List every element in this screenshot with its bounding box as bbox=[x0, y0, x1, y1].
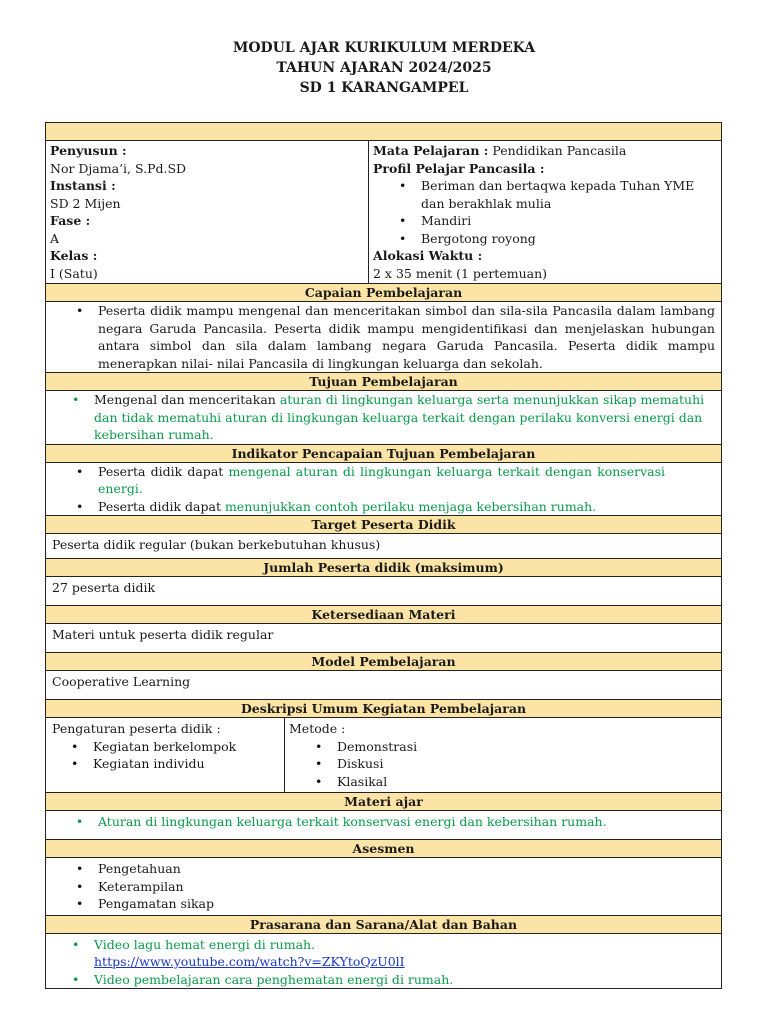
kelas-value: I (Satu) bbox=[50, 265, 98, 281]
mapel-row bbox=[373, 142, 717, 160]
prasarana-item-1: • Video lagu hemat energi di rumah. bbox=[94, 936, 316, 952]
list-item bbox=[94, 391, 715, 444]
pengaturan-label: Pengaturan peserta didik : bbox=[52, 721, 221, 736]
title-line-2: TAHUN AJARAN 2024/2025 bbox=[276, 60, 492, 76]
indikator-header: Indikator Pencapaian Tujuan Pembelajaran bbox=[46, 444, 721, 462]
tujuan-text-green: aturan di lingkungan keluarga serta menunjukkan sikap mematuhi dan tidak mematuhi aturan di lingkungan keluarga terkait dengan perilaku konversi energi dan kebersihan rumah. bbox=[94, 392, 705, 442]
tujuan-body bbox=[46, 390, 721, 444]
profil-list bbox=[373, 177, 717, 247]
asesmen-body bbox=[46, 857, 721, 915]
alokasi-label: Alokasi Waktu : bbox=[373, 248, 483, 263]
asesmen-list bbox=[50, 860, 715, 913]
model-header: Model Pembelajaran bbox=[46, 652, 721, 670]
materi-body bbox=[46, 810, 721, 839]
list-item: • Demonstrasi bbox=[337, 738, 715, 756]
tujuan-header: Tujuan Pembelajaran bbox=[46, 372, 721, 390]
ketersediaan-body: Materi untuk peserta didik regular bbox=[46, 623, 721, 652]
list-item bbox=[94, 936, 715, 971]
pengaturan-col bbox=[46, 718, 284, 792]
alokasi-value: 2 x 35 menit (1 pertemuan) bbox=[373, 265, 548, 281]
deskripsi-body bbox=[46, 717, 721, 792]
youtube-link[interactable]: https://www.youtube.com/watch?v=ZKYtoQzU0lI bbox=[94, 954, 405, 969]
info-block bbox=[46, 140, 721, 283]
indikator-2-black: Peserta didik dapat bbox=[98, 498, 225, 514]
list-item: • Beriman dan bertaqwa kepada Tuhan YME dan berakhlak mulia bbox=[421, 177, 717, 212]
indikator-1-green: mengenal aturan di lingkungan keluarga terkait dengan konservasi energi. bbox=[98, 463, 665, 496]
indikator-1-black: Peserta didik dapat bbox=[98, 463, 229, 479]
list-item: • Diskusi bbox=[337, 755, 715, 773]
profil-label: Profil Pelajar Pancasila : bbox=[373, 160, 545, 176]
instansi-value: SD 2 Mijen bbox=[50, 195, 121, 211]
metode-col bbox=[284, 718, 721, 792]
list-item: • Bergotong royong bbox=[421, 230, 717, 248]
list-item: • Kegiatan individu bbox=[93, 755, 278, 773]
document-title bbox=[0, 38, 768, 98]
model-body: Cooperative Learning bbox=[46, 670, 721, 699]
tujuan-list bbox=[50, 391, 715, 444]
deskripsi-header: Deskripsi Umum Kegiatan Pembelajaran bbox=[46, 699, 721, 717]
capaian-header: Capaian Pembelajaran bbox=[46, 283, 721, 301]
penyusun-value: Nor Djama’i, S.Pd.SD bbox=[50, 160, 187, 176]
list-item: • Kegiatan berkelompok bbox=[93, 738, 278, 756]
list-item: • Pengamatan sikap bbox=[98, 895, 715, 913]
materi-header: Materi ajar bbox=[46, 792, 721, 810]
tujuan-text-black: Mengenal dan menceritakan bbox=[94, 392, 280, 407]
title-line-3: SD 1 KARANGAMPEL bbox=[299, 80, 469, 96]
materi-list bbox=[50, 813, 715, 831]
capaian-body bbox=[46, 301, 721, 372]
list-item: • Video pembelajaran cara penghematan energi di rumah. bbox=[94, 971, 715, 989]
target-body: Peserta didik regular (bukan berkebutuhan khusus) bbox=[46, 533, 721, 558]
kelas-label: Kelas : bbox=[50, 248, 98, 263]
top-blank-header bbox=[46, 123, 721, 140]
prasarana-list bbox=[50, 936, 715, 989]
ketersediaan-header: Ketersediaan Materi bbox=[46, 605, 721, 623]
info-left bbox=[46, 141, 368, 283]
indikator-list bbox=[50, 463, 665, 516]
capaian-list bbox=[50, 302, 715, 372]
fase-value: A bbox=[50, 230, 60, 246]
prasarana-header: Prasarana dan Sarana/Alat dan Bahan bbox=[46, 915, 721, 933]
target-header: Target Peserta Didik bbox=[46, 515, 721, 533]
module-table bbox=[45, 122, 722, 989]
list-item bbox=[98, 498, 665, 516]
metode-list bbox=[289, 738, 715, 791]
list-item: • Klasikal bbox=[337, 773, 715, 791]
info-right bbox=[368, 141, 721, 283]
jumlah-header: Jumlah Peserta didik (maksimum) bbox=[46, 558, 721, 576]
list-item: • Pengetahuan bbox=[98, 860, 715, 878]
asesmen-header: Asesmen bbox=[46, 839, 721, 857]
list-item bbox=[98, 463, 665, 498]
list-item: • Keterampilan bbox=[98, 878, 715, 896]
prasarana-body bbox=[46, 933, 721, 988]
fase-label: Fase : bbox=[50, 213, 91, 228]
list-item: • Aturan di lingkungan keluarga terkait konservasi energi dan kebersihan rumah. bbox=[98, 813, 715, 831]
jumlah-body: 27 peserta didik bbox=[46, 576, 721, 605]
pengaturan-list bbox=[52, 738, 278, 773]
list-item: • Peserta didik mampu mengenal dan menceritakan simbol dan sila-sila Pancasila dalam lambang negara Garuda Pancasila. Peserta didik mampu mengidentifikasi dan menjelaskan hubungan antara simbol dan sila dalam lambang negara Garuda Pancasila. Peserta didik mampu menerapkan nilai- nilai Pancasila di lingkungan keluarga dan sekolah. bbox=[98, 302, 715, 372]
mapel-label: Mata Pelajaran : bbox=[373, 143, 489, 158]
mapel-value: Pendidikan Pancasila bbox=[488, 143, 627, 158]
list-item: • Mandiri bbox=[421, 212, 717, 230]
title-line-1: MODUL AJAR KURIKULUM MERDEKA bbox=[232, 40, 536, 56]
instansi-label: Instansi : bbox=[50, 178, 116, 193]
indikator-body bbox=[46, 462, 721, 516]
penyusun-label: Penyusun : bbox=[50, 143, 127, 158]
metode-label: Metode : bbox=[289, 721, 346, 736]
indikator-2-green: menunjukkan contoh perilaku menjaga kebersihan rumah. bbox=[224, 498, 597, 514]
